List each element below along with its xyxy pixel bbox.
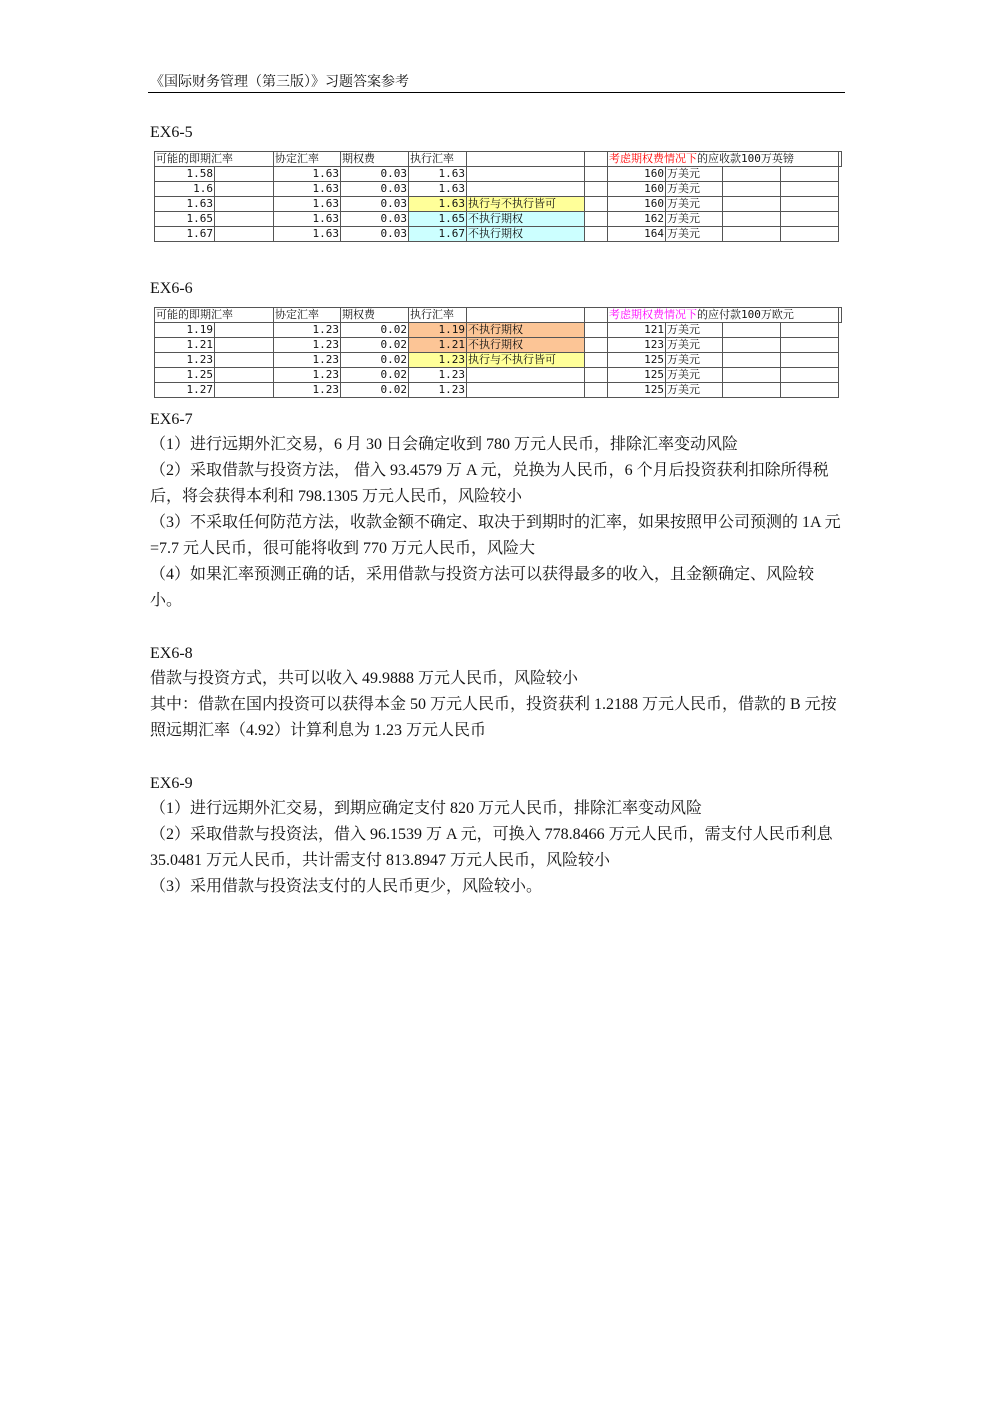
spot-rate-cell: 1.63	[155, 197, 215, 212]
premium-cell: 0.02	[341, 368, 409, 383]
empty-cell	[781, 323, 839, 338]
empty-cell	[585, 167, 608, 182]
exec-rate-cell: 1.67	[409, 227, 467, 242]
empty-cell	[585, 368, 608, 383]
ex67-line: （1）进行远期外汇交易，6 月 30 日会确定收到 780 万元人民币，排除汇率变动风险	[150, 436, 739, 453]
unit-cell: 万美元	[666, 182, 723, 197]
amount-cell: 160	[608, 197, 666, 212]
note-text: 的应付款100万欧元	[697, 308, 794, 321]
amount-cell: 123	[608, 338, 666, 353]
note-text: 的应收款100万英镑	[697, 152, 794, 165]
spot-rate-cell: 1.27	[155, 383, 215, 398]
exec-rate-cell: 1.65	[409, 212, 467, 227]
premium-cell: 0.02	[341, 383, 409, 398]
note-highlight: 考虑期权费情况下	[609, 152, 697, 165]
action-cell: 不执行期权	[467, 323, 585, 338]
table-row	[155, 197, 842, 212]
strike-rate-cell: 1.63	[274, 167, 341, 182]
spot-rate-cell: 1.67	[155, 227, 215, 242]
empty-cell	[585, 212, 608, 227]
table-row	[155, 368, 842, 383]
empty-cell	[723, 323, 781, 338]
amount-cell: 160	[608, 167, 666, 182]
amount-cell: 121	[608, 323, 666, 338]
unit-cell: 万美元	[666, 323, 723, 338]
strike-rate-cell: 1.23	[274, 338, 341, 353]
empty-cell	[781, 338, 839, 353]
empty-cell	[585, 323, 608, 338]
empty-cell	[215, 167, 274, 182]
header-exec-rate: 执行汇率	[409, 152, 467, 167]
empty-cell	[585, 383, 608, 398]
ex67-text	[150, 432, 845, 614]
strike-rate-cell: 1.23	[274, 353, 341, 368]
empty-cell	[215, 182, 274, 197]
table-row	[155, 353, 842, 368]
action-cell	[467, 182, 585, 197]
action-cell: 不执行期权	[467, 212, 585, 227]
header-premium: 期权费	[341, 152, 409, 167]
action-cell	[467, 383, 585, 398]
premium-cell: 0.03	[341, 167, 409, 182]
spot-rate-cell: 1.21	[155, 338, 215, 353]
empty-cell	[215, 197, 274, 212]
ex69-line: （2）采取借款与投资法，借入 96.1539 万 A 元，可换入 778.8466 万元人民币，需支付人民币利息 35.0481 万元人民币，共计需支付 813.8947 万元人民币，风险较小	[150, 826, 833, 869]
empty-cell	[215, 338, 274, 353]
premium-cell: 0.03	[341, 227, 409, 242]
unit-cell: 万美元	[666, 167, 723, 182]
note-highlight: 考虑期权费情况下	[609, 308, 697, 321]
unit-cell: 万美元	[666, 197, 723, 212]
ex65-title: EX6-5	[150, 124, 193, 141]
empty-cell	[215, 353, 274, 368]
ex67-line: （4）如果汇率预测正确的话，采用借款与投资方法可以获得最多的收入，且金额确定、风险较小。	[150, 566, 815, 609]
empty-cell	[723, 197, 781, 212]
unit-cell: 万美元	[666, 383, 723, 398]
header-exec-rate: 执行汇率	[409, 308, 467, 323]
header-spot-rate: 可能的即期汇率	[155, 152, 274, 167]
empty-cell	[781, 182, 839, 197]
exec-rate-cell: 1.63	[409, 182, 467, 197]
spot-rate-cell: 1.19	[155, 323, 215, 338]
premium-cell: 0.03	[341, 197, 409, 212]
empty-cell	[839, 152, 842, 167]
ex65-table	[154, 151, 842, 242]
exec-rate-cell: 1.63	[409, 197, 467, 212]
empty-cell	[781, 227, 839, 242]
amount-cell: 125	[608, 368, 666, 383]
ex69-title: EX6-9	[150, 775, 193, 792]
header-note	[608, 152, 839, 167]
premium-cell: 0.03	[341, 182, 409, 197]
empty-cell	[215, 323, 274, 338]
strike-rate-cell: 1.23	[274, 383, 341, 398]
empty-cell	[723, 383, 781, 398]
empty-cell	[723, 182, 781, 197]
spot-rate-cell: 1.23	[155, 353, 215, 368]
ex67-title: EX6-7	[150, 411, 193, 428]
amount-cell: 125	[608, 383, 666, 398]
empty-cell	[723, 212, 781, 227]
empty-cell	[585, 227, 608, 242]
strike-rate-cell: 1.63	[274, 197, 341, 212]
exec-rate-cell: 1.23	[409, 383, 467, 398]
premium-cell: 0.02	[341, 338, 409, 353]
exec-rate-cell: 1.23	[409, 368, 467, 383]
empty-cell	[723, 338, 781, 353]
empty-cell	[781, 197, 839, 212]
empty-cell	[215, 383, 274, 398]
header-premium: 期权费	[341, 308, 409, 323]
header-note	[608, 308, 839, 323]
unit-cell: 万美元	[666, 212, 723, 227]
action-cell: 不执行期权	[467, 227, 585, 242]
table-row	[155, 227, 842, 242]
table-row	[155, 212, 842, 227]
empty-cell	[723, 227, 781, 242]
ex68-line: 其中：借款在国内投资可以获得本金 50 万元人民币，投资获利 1.2188 万元人民币，借款的 B 元按照远期汇率（4.92）计算利息为 1.23 万元人民币	[150, 696, 837, 739]
ex68-text	[150, 666, 845, 744]
empty-cell	[585, 338, 608, 353]
empty-cell	[723, 353, 781, 368]
premium-cell: 0.03	[341, 212, 409, 227]
exec-rate-cell: 1.63	[409, 167, 467, 182]
table-row	[155, 182, 842, 197]
ex68-line: 借款与投资方式，共可以收入 49.9888 万元人民币，风险较小	[150, 670, 579, 687]
premium-cell: 0.02	[341, 353, 409, 368]
ex66-table	[154, 307, 842, 398]
empty-cell	[723, 368, 781, 383]
action-cell	[467, 368, 585, 383]
strike-rate-cell: 1.63	[274, 227, 341, 242]
empty-cell	[215, 368, 274, 383]
ex67-line: （2）采取借款与投资方法， 借入 93.4579 万 A 元，兑换为人民币，6 个月后投资获利扣除所得税后，将会获得本利和 798.1305 万元人民币，风险较小	[150, 462, 829, 505]
spot-rate-cell: 1.6	[155, 182, 215, 197]
empty-cell	[839, 308, 842, 323]
empty-cell	[781, 383, 839, 398]
table-row	[155, 323, 842, 338]
action-cell: 不执行期权	[467, 338, 585, 353]
exec-rate-cell: 1.21	[409, 338, 467, 353]
empty-cell	[585, 308, 608, 323]
unit-cell: 万美元	[666, 368, 723, 383]
spot-rate-cell: 1.25	[155, 368, 215, 383]
ex67-line: （3）不采取任何防范方法，收款金额不确定、取决于到期时的汇率，如果按照甲公司预测的 1A 元=7.7 元人民币，很可能将收到 770 万元人民币，风险大	[150, 514, 841, 557]
exec-rate-cell: 1.19	[409, 323, 467, 338]
amount-cell: 162	[608, 212, 666, 227]
running-header: 《国际财务管理（第三版）》习题答案参考	[150, 74, 409, 90]
empty-cell	[585, 182, 608, 197]
action-cell: 执行与不执行皆可	[467, 197, 585, 212]
header-row	[155, 152, 842, 167]
spot-rate-cell: 1.58	[155, 167, 215, 182]
unit-cell: 万美元	[666, 227, 723, 242]
header-spot-rate: 可能的即期汇率	[155, 308, 274, 323]
strike-rate-cell: 1.23	[274, 368, 341, 383]
unit-cell: 万美元	[666, 353, 723, 368]
empty-cell	[723, 167, 781, 182]
exec-rate-cell: 1.23	[409, 353, 467, 368]
empty-cell	[585, 197, 608, 212]
table-row	[155, 383, 842, 398]
strike-rate-cell: 1.63	[274, 212, 341, 227]
empty-cell	[467, 308, 585, 323]
table-row	[155, 167, 842, 182]
empty-cell	[781, 353, 839, 368]
action-cell: 执行与不执行皆可	[467, 353, 585, 368]
empty-cell	[781, 368, 839, 383]
empty-cell	[215, 212, 274, 227]
empty-cell	[585, 152, 608, 167]
ex69-line: （3）采用借款与投资法支付的人民币更少，风险较小。	[150, 878, 543, 895]
header-strike-rate: 协定汇率	[274, 152, 341, 167]
strike-rate-cell: 1.23	[274, 323, 341, 338]
header-strike-rate: 协定汇率	[274, 308, 341, 323]
table-row	[155, 338, 842, 353]
empty-cell	[215, 227, 274, 242]
header-row	[155, 308, 842, 323]
ex69-text	[150, 796, 845, 900]
header-rule	[148, 92, 845, 93]
premium-cell: 0.02	[341, 323, 409, 338]
spot-rate-cell: 1.65	[155, 212, 215, 227]
amount-cell: 164	[608, 227, 666, 242]
strike-rate-cell: 1.63	[274, 182, 341, 197]
ex69-line: （1）进行远期外汇交易，到期应确定支付 820 万元人民币，排除汇率变动风险	[150, 800, 703, 817]
empty-cell	[781, 212, 839, 227]
amount-cell: 125	[608, 353, 666, 368]
unit-cell: 万美元	[666, 338, 723, 353]
amount-cell: 160	[608, 182, 666, 197]
empty-cell	[467, 152, 585, 167]
action-cell	[467, 167, 585, 182]
empty-cell	[585, 353, 608, 368]
ex66-title: EX6-6	[150, 280, 193, 297]
empty-cell	[781, 167, 839, 182]
ex68-title: EX6-8	[150, 645, 193, 662]
